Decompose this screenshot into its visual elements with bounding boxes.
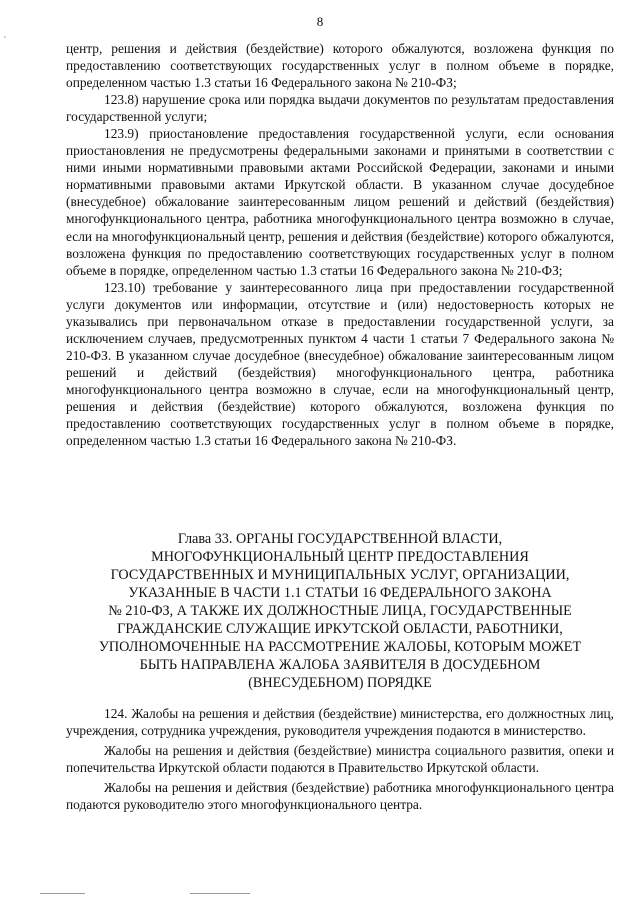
chapter-heading-line: ГРАЖДАНСКИЕ СЛУЖАЩИЕ ИРКУТСКОЙ ОБЛАСТИ, РАБОТНИКИ,: [117, 621, 563, 637]
scan-speck: [4, 36, 6, 38]
paragraph-continuation: центр, решения и действия (бездействие) которого обжалуются, возложена функция по предоставлению соответствующих государственных услуг в полном объеме в порядке, определенном частью 1.3 статьи 16 Федерального закона № 210-ФЗ;: [66, 41, 614, 91]
chapter-heading-line: Глава 33. ОРГАНЫ ГОСУДАРСТВЕННОЙ ВЛАСТИ,: [177, 531, 503, 547]
chapter-heading-line: № 210-ФЗ, А ТАКЖЕ ИХ ДОЛЖНОСТНЫЕ ЛИЦА, ГОСУДАРСТВЕННЫЕ: [108, 603, 572, 619]
chapter-heading-line: УКАЗАННЫЕ В ЧАСТИ 1.1 СТАТЬИ 16 ФЕДЕРАЛЬНОГО ЗАКОНА: [128, 585, 552, 601]
paragraph-123-10: 123.10) требование у заинтересованного лица при предоставлении государственной услуги документов или информации, отсутствие и (или) недостоверность которых не указывались при первоначальном отказе в предоставлении государственной услуги, за исключением случаев, предусмотренных пунктом 4 части 1 статьи 7 Федерального закона № 210-ФЗ. В указанном случае досудебное (внесудебное) обжалование заинтересованным лицом решений и действий (бездействия) многофункционального центра, работника многофункционального центра возможно в случае, если на многофункциональный центр, решения и действия (бездействие) которого обжалуются, возложена функция по предоставлению соответствующих государственных услуг в полном объеме в порядке, определенном частью 1.3 статьи 16 Федерального закона № 210-ФЗ.: [66, 279, 614, 449]
page-number: 8: [316, 14, 324, 29]
paragraph-minister-complaints: Жалобы на решения и действия (бездействие) министра социального развития, опеки и попечительства Иркутской области подаются в Правительство Иркутской области.: [66, 742, 614, 776]
chapter-heading-line: ГОСУДАРСТВЕННЫХ И МУНИЦИПАЛЬНЫХ УСЛУГ, ОРГАНИЗАЦИИ,: [110, 567, 570, 583]
chapter-heading: [66, 530, 614, 692]
paragraph-124: 124. Жалобы на решения и действия (бездействие) министерства, его должностных лиц, учреждения, сотрудника учреждения, руководителя учреждения подаются в министерство.: [66, 706, 614, 739]
paragraph-123-8: 123.8) нарушение срока или порядка выдачи документов по результатам предоставления государственной услуги;: [66, 92, 614, 125]
document-body: [66, 40, 614, 449]
chapter-heading-line: МНОГОФУНКЦИОНАЛЬНЫЙ ЦЕНТР ПРЕДОСТАВЛЕНИЯ: [151, 549, 529, 565]
chapter-heading-line: БЫТЬ НАПРАВЛЕНА ЖАЛОБА ЗАЯВИТЕЛЯ В ДОСУДЕБНОМ: [139, 657, 541, 673]
paragraph-mfc-complaints: Жалобы на решения и действия (бездействие) работника многофункционального центра подаются руководителю этого многофункционального центра.: [66, 779, 614, 813]
chapter-heading-line: (ВНЕСУДЕБНОМ) ПОРЯДКЕ: [248, 675, 432, 691]
paragraph-123-9: 123.9) приостановление предоставления государственной услуги, если основания приостановления не предусмотрены федеральными законами и принятыми в соответствии с ними иными нормативными правовыми актами Российской Федерации, законами и иными нормативными правовыми актами Иркутской области. В указанном случае досудебное (внесудебное) обжалование заинтересованным лицом решений и действий (бездействия) многофункционального центра, работника многофункционального центра возможно в случае, если на многофункциональный центр, решения и действия (бездействие) которого обжалуются, возложена функция по предоставлению соответствующих государственных услуг в полном объеме в порядке, определенном частью 1.3 статьи 16 Федерального закона № 210-ФЗ;: [66, 126, 614, 278]
bottom-scan-mark: [190, 893, 250, 894]
chapter-heading-line: УПОЛНОМОЧЕННЫЕ НА РАССМОТРЕНИЕ ЖАЛОБЫ, КОТОРЫМ МОЖЕТ: [98, 639, 582, 655]
bottom-scan-mark: [40, 893, 85, 894]
chapter-body: [66, 705, 614, 815]
